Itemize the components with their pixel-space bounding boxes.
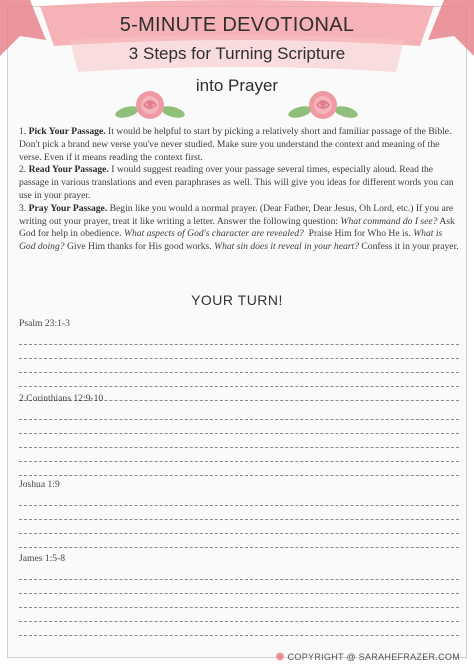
- step-title: Pick Your Passage.: [28, 126, 106, 137]
- step-3: 3. Pray Your Passage. Begin like you would a normal prayer. (Dear Father, Dear Jesus, Oh Lord, etc.) If you are writing out your prayer, treat it like writing a letter. Answer the following question: What command do I see? Ask God for help in obedience. What aspects of God's character are revealed? Praise Him for Who He is. What is God doing? Give Him thanks for His good works. What sin does it reveal in your heart? Confess it in your prayer.: [19, 202, 459, 253]
- writing-line[interactable]: [19, 462, 459, 476]
- writing-line[interactable]: [19, 448, 459, 462]
- writing-line[interactable]: [19, 520, 459, 534]
- writing-line[interactable]: [19, 594, 459, 608]
- instructions: [19, 126, 459, 254]
- writing-line[interactable]: [19, 622, 459, 636]
- writing-line[interactable]: [19, 373, 459, 387]
- section-label: Psalm 23:1-3: [19, 318, 70, 329]
- writing-line[interactable]: [19, 492, 459, 506]
- page-title: 5-MINUTE DEVOTIONAL: [119, 14, 355, 36]
- writing-line[interactable]: [19, 420, 459, 434]
- step-1: 1. Pick Your Passage. It would be helpful to start by picking a relatively short and familiar passage of the Bible. Don't pick a brand new verse you've never studied. Make sure you understand the context and meaning of the verse. Even if it means reading the context first.: [19, 126, 452, 163]
- page-subtitle-line1: 3 Steps for Turning Scripture: [128, 44, 346, 63]
- section-label: James 1:5-8: [19, 553, 66, 564]
- writing-section: [19, 552, 459, 636]
- writing-section: [19, 317, 459, 401]
- footer: [275, 652, 460, 662]
- writing-section: [19, 478, 459, 548]
- section-label: Joshua 1:9: [19, 479, 60, 490]
- writing-line[interactable]: [19, 359, 459, 373]
- writing-line[interactable]: [19, 608, 459, 622]
- copyright-text: COPYRIGHT @ SARAHEFRAZER.COM: [287, 652, 460, 662]
- page-subtitle-line2: into Prayer: [195, 76, 279, 95]
- writing-line[interactable]: [19, 580, 459, 594]
- rose-icon: [115, 88, 185, 122]
- writing-line[interactable]: [19, 506, 459, 520]
- flower-icon: [275, 652, 285, 661]
- your-turn-heading: YOUR TURN!: [191, 292, 283, 308]
- writing-line[interactable]: [19, 406, 459, 420]
- step-title: Read Your Passage.: [28, 164, 109, 176]
- writing-line[interactable]: [19, 566, 459, 580]
- writing-section: [19, 392, 459, 476]
- step-title: Pray Your Passage.: [28, 202, 108, 214]
- section-label: 2 Corinthians 12:9-10: [19, 393, 104, 404]
- writing-line[interactable]: [19, 345, 459, 359]
- rose-icon: [288, 88, 358, 122]
- writing-line[interactable]: [19, 434, 459, 448]
- writing-line[interactable]: [19, 331, 459, 345]
- writing-line[interactable]: [19, 534, 459, 548]
- step-2: 2. Read Your Passage. I would suggest reading over your passage several times, especially aloud. Read the passage in various translations and even paraphrases as well. This will give you ideas for different words you can use in your prayer.: [19, 164, 454, 201]
